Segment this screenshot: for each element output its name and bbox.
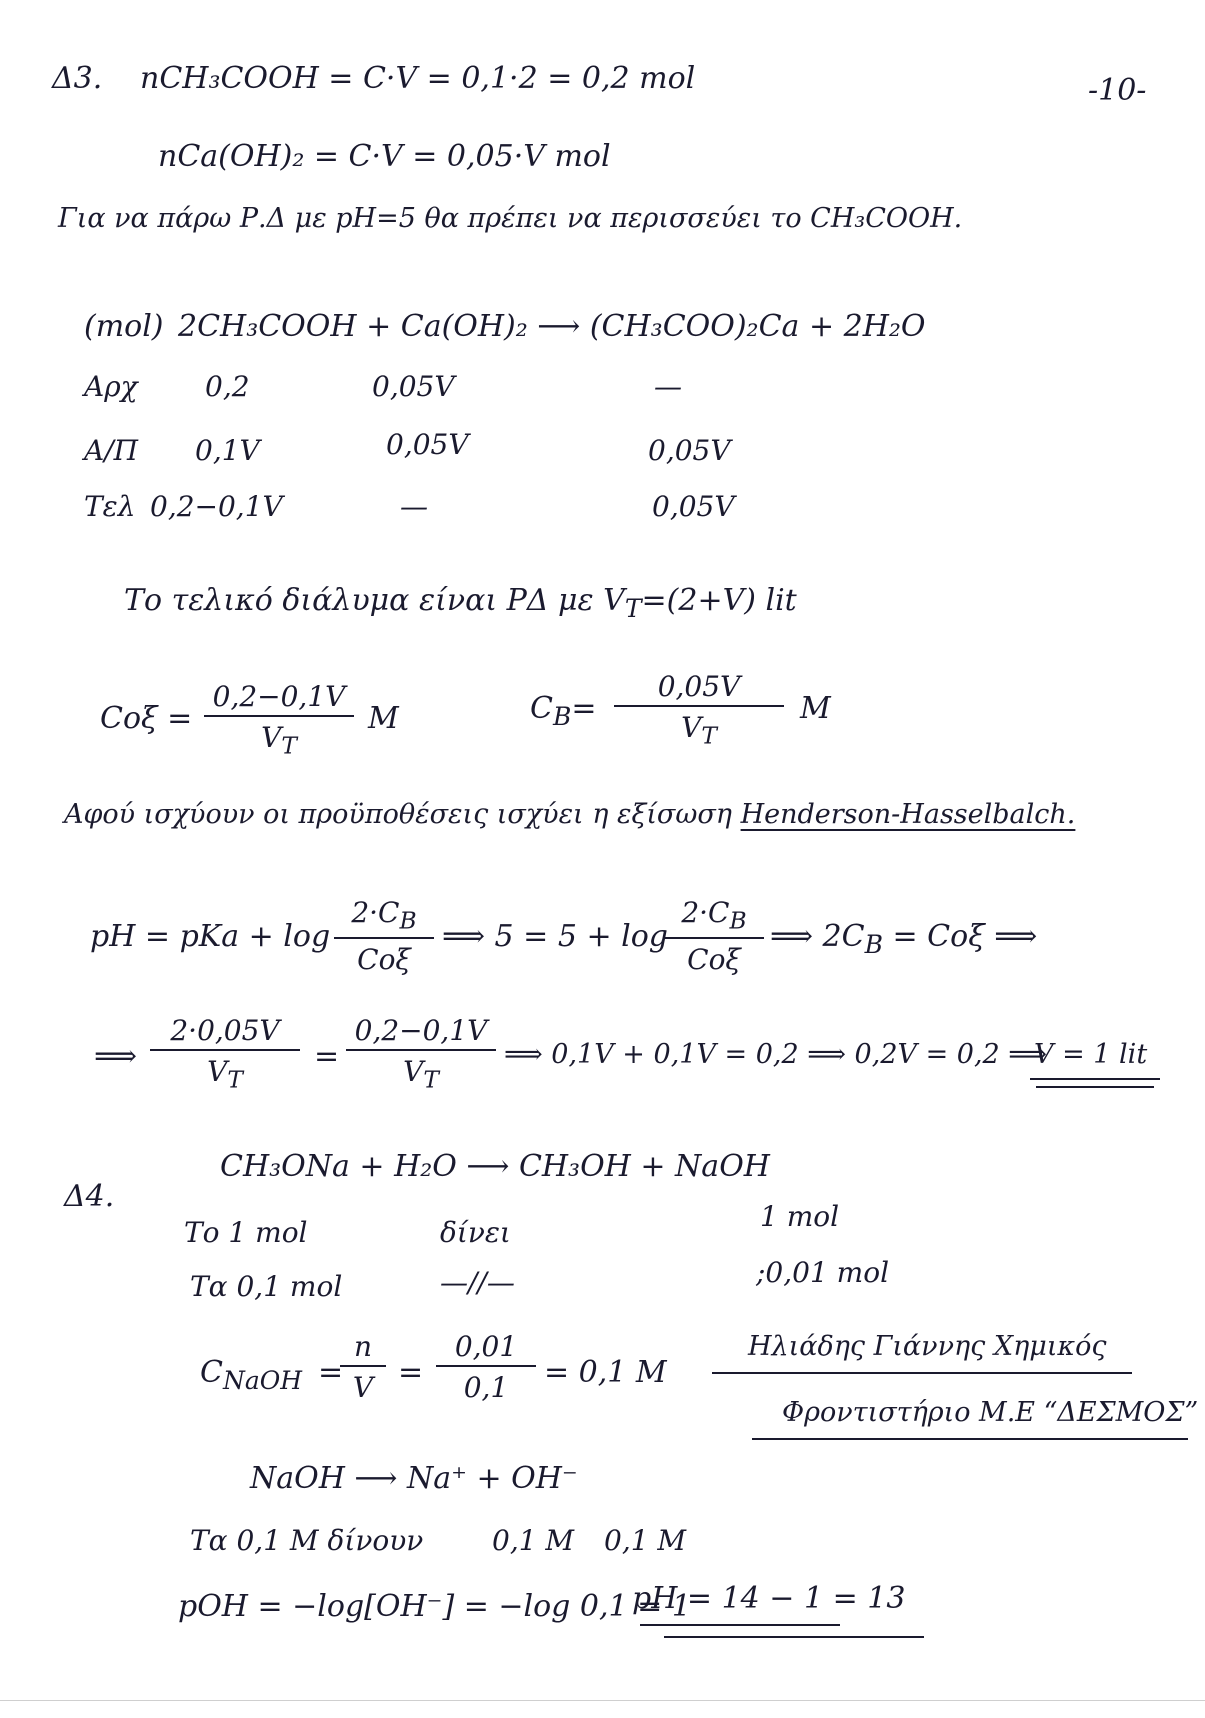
eq-right-fraction: $\frac{0,2-0,1V}{V_T}$ — [346, 1014, 496, 1094]
c-acid-numerator: 0,2−0,1V — [204, 680, 354, 717]
c-base-fraction — [614, 670, 784, 750]
section-label-a4: Δ4. — [64, 1179, 115, 1214]
a4-row2-left: Τα 0,1 mol — [190, 1270, 343, 1303]
c-base-unit: M — [800, 691, 831, 726]
naoh-dissociation: NaOH ⟶ Na⁺ + OH⁻ — [250, 1461, 578, 1496]
page-bottom-edge — [0, 1700, 1205, 1701]
c-acid-denominator: $V_T$ — [261, 721, 297, 760]
c-acid-unit: M — [368, 701, 399, 736]
buffer-intro: Για να πάρω Ρ.Δ με pH=5 θα πρέπει να περισσεύει το CH₃COOH. — [58, 203, 963, 234]
hh-fraction-1: $2\cdot C_B$ Cοξ — [334, 896, 434, 976]
eq-sign: = — [314, 1039, 340, 1074]
initial-acid: 0,2 — [205, 370, 250, 403]
page-number: -10- — [1088, 73, 1147, 108]
a4-row2-right: ;0,01 mol — [756, 1256, 890, 1289]
c-naoh-eq2: = — [398, 1355, 424, 1390]
eq-arrow: ⟹ — [94, 1039, 138, 1074]
a4-row1-mid: δίνει — [440, 1216, 511, 1249]
final-product: 0,05V — [652, 490, 735, 523]
initial-base: 0,05V — [372, 370, 455, 403]
react-acid: 0,1V — [195, 434, 260, 467]
c-naoh-fraction-2: $\frac{0,01}{0,1}$ — [436, 1330, 536, 1404]
final-acid: 0,2−0,1V — [150, 490, 283, 523]
eq-result: ⟹ 0,1V + 0,1V = 0,2 ⟹ 0,2V = 0,2 ⟹ — [504, 1039, 1048, 1070]
signature-rule-1 — [712, 1372, 1132, 1374]
signature-rule-2 — [752, 1438, 1188, 1440]
react-product: 0,05V — [648, 434, 731, 467]
final-solution-sub: T — [624, 594, 642, 623]
dissociation-mid: 0,1 M — [492, 1524, 575, 1557]
reaction-unit: (mol) — [84, 309, 164, 344]
c-base-numerator: 0,05V — [614, 670, 784, 707]
initial-product: — — [654, 370, 682, 403]
final-solution-line — [124, 584, 797, 626]
conditions-line — [64, 798, 1075, 832]
c-naoh-fraction-1: $\frac{n}{V}$ — [340, 1330, 386, 1404]
c-acid-fraction — [204, 680, 354, 760]
poh-line: pOH = −log[OH⁻] = −log 0,1 = 1 — [178, 1589, 691, 1624]
answer-underline-2 — [1036, 1086, 1154, 1088]
conditions-text: Αφού ισχύουν οι προϋποθέσεις ισχύει η εξίσωση — [64, 799, 732, 830]
hh-middle: ⟹ 5 = 5 + log — [442, 919, 668, 954]
signature-school: Φροντιστήριο Μ.Ε “ΔΕΣΜΟΣ” — [782, 1397, 1199, 1428]
a4-equation: CH₃ONa + H₂O ⟶ CH₃OH + NaOH — [220, 1149, 770, 1184]
final-solution-text: Το τελικό διάλυμα είναι ΡΔ με V — [124, 583, 625, 618]
row-label-final: Τελ — [84, 490, 136, 523]
final-base: — — [400, 490, 428, 523]
ph-underline-2 — [664, 1636, 924, 1638]
hh-prefix: pH = pKa + log — [90, 919, 331, 954]
a4-row2-mid: —//— — [440, 1266, 515, 1299]
c-base-denominator: $V_T$ — [681, 711, 717, 750]
eq-left-fraction: $\frac{2\cdot 0,05V}{V_T}$ — [150, 1014, 300, 1094]
a4-row1-right: 1 mol — [760, 1200, 840, 1233]
c-base-lhs: $C_B=$ — [530, 691, 597, 731]
react-base: 0,05V — [386, 428, 469, 461]
dissociation-right: 0,1 M — [604, 1524, 687, 1557]
a4-row1-left: Το 1 mol — [184, 1216, 308, 1249]
signature-name: Ηλιάδης Γιάννης Χημικός — [748, 1331, 1107, 1362]
section-label-a3: Δ3. — [52, 61, 103, 96]
henderson-hasselbalch-label: Henderson-Hasselbalch. — [740, 799, 1076, 830]
answer-underline — [1030, 1078, 1160, 1080]
c-naoh-result: = 0,1 M — [544, 1355, 667, 1390]
dissociation-left: Τα 0,1 M δίνουν — [190, 1524, 424, 1557]
c-naoh-lhs: $C_{NaOH}$ — [200, 1355, 303, 1395]
ph-answer: pH = 14 − 1 = 13 — [632, 1581, 906, 1616]
moles-acid-line: nCH₃COOH = C·V = 0,1·2 = 0,2 mol — [140, 61, 696, 96]
c-acid-lhs: Cοξ = — [100, 701, 193, 736]
final-solution-tail: =(2+V) lit — [641, 583, 797, 618]
c-naoh-eq1: = — [318, 1355, 344, 1390]
volume-answer: V = 1 lit — [1034, 1039, 1148, 1070]
hh-tail: ⟹ $2C_B = Co\xi$ ⟹ — [770, 919, 1038, 959]
moles-base-line: nCa(OH)₂ = C·V = 0,05·V mol — [158, 139, 611, 174]
row-label-react: Α/Π — [84, 434, 139, 467]
row-label-initial: Αρχ — [84, 370, 138, 403]
ph-underline-1 — [640, 1624, 840, 1626]
reaction-equation: 2CH₃COOH + Ca(OH)₂ ⟶ (CH₃COO)₂Ca + 2H₂O — [178, 309, 926, 344]
hh-fraction-2: $2\cdot C_B$ Cοξ — [664, 896, 764, 976]
